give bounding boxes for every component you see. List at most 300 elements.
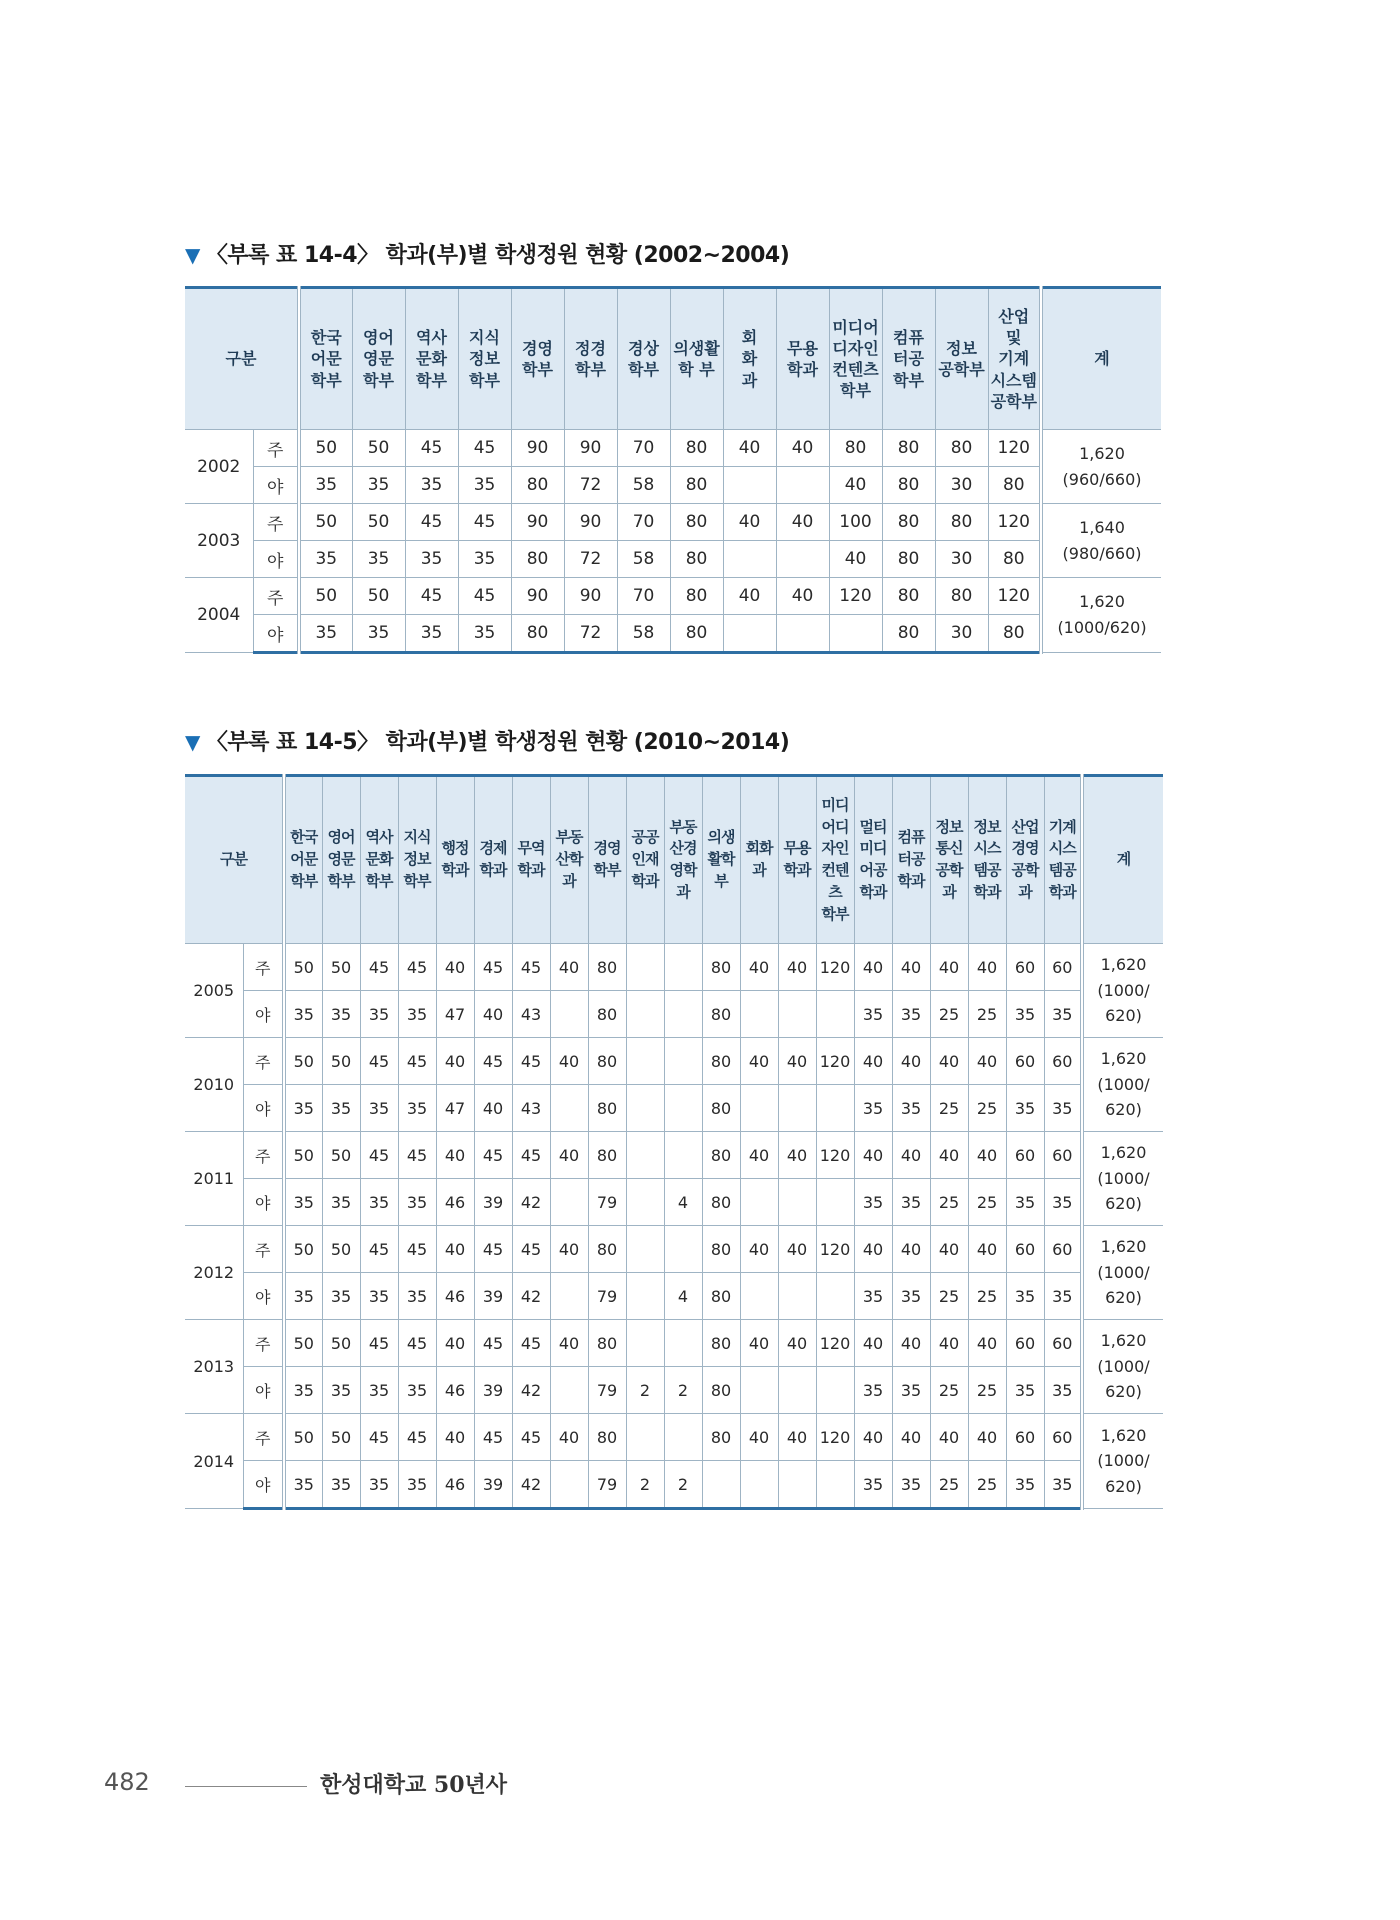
value-cell: 80 — [882, 430, 935, 467]
value-cell — [816, 991, 854, 1038]
value-cell: 40 — [854, 1132, 892, 1179]
year-cell: 2005 — [185, 944, 243, 1038]
year-cell: 2014 — [185, 1414, 243, 1509]
value-cell: 40 — [854, 944, 892, 991]
total-cell: 1,640 (980/660) — [1041, 504, 1161, 578]
value-cell: 79 — [588, 1179, 626, 1226]
value-cell: 35 — [405, 615, 458, 653]
value-cell: 120 — [816, 1038, 854, 1085]
value-cell: 50 — [322, 1132, 360, 1179]
column-header: 행정 학과 — [436, 776, 474, 944]
value-cell: 45 — [398, 1414, 436, 1461]
value-cell: 42 — [512, 1179, 550, 1226]
table-row — [185, 1461, 1163, 1509]
value-cell: 25 — [930, 1179, 968, 1226]
value-cell: 42 — [512, 1461, 550, 1509]
value-cell: 35 — [1044, 1367, 1082, 1414]
value-cell — [626, 1226, 664, 1273]
value-cell: 35 — [892, 1085, 930, 1132]
value-cell: 40 — [550, 1038, 588, 1085]
value-cell: 45 — [405, 504, 458, 541]
value-cell: 80 — [588, 1132, 626, 1179]
value-cell: 35 — [360, 1085, 398, 1132]
value-cell: 45 — [512, 1226, 550, 1273]
value-cell: 47 — [436, 1085, 474, 1132]
total-cell: 1,620 (1000/ 620) — [1082, 1132, 1163, 1226]
value-cell: 45 — [398, 1132, 436, 1179]
value-cell: 40 — [968, 1132, 1006, 1179]
shift-cell: 야 — [243, 1461, 284, 1509]
value-cell: 40 — [550, 1320, 588, 1367]
column-header: 컴퓨 터공 학부 — [882, 288, 935, 430]
shift-cell: 야 — [243, 1179, 284, 1226]
value-cell: 45 — [512, 944, 550, 991]
table-row — [185, 504, 1161, 541]
shift-cell: 주 — [243, 1320, 284, 1367]
value-cell: 35 — [360, 1179, 398, 1226]
column-header: 산업 경영 공학 과 — [1006, 776, 1044, 944]
table2-title-text: 〈부록 표 14-5〉 학과(부)별 학생정원 현황 (2010~2014) — [205, 730, 790, 755]
value-cell: 45 — [360, 944, 398, 991]
table-row — [185, 430, 1161, 467]
value-cell: 40 — [436, 1320, 474, 1367]
shift-cell: 주 — [253, 504, 299, 541]
column-header: 컴퓨 터공 학과 — [892, 776, 930, 944]
column-header: 회 화 과 — [723, 288, 776, 430]
value-cell: 40 — [968, 1038, 1006, 1085]
value-cell — [626, 1085, 664, 1132]
total-cell: 1,620 (1000/ 620) — [1082, 1038, 1163, 1132]
value-cell — [626, 991, 664, 1038]
value-cell — [626, 1132, 664, 1179]
value-cell: 72 — [564, 467, 617, 504]
value-cell: 35 — [1006, 1085, 1044, 1132]
value-cell: 40 — [723, 430, 776, 467]
value-cell: 40 — [436, 1038, 474, 1085]
column-header: 영어 영문 학부 — [322, 776, 360, 944]
value-cell: 35 — [854, 1461, 892, 1509]
value-cell — [740, 1273, 778, 1320]
value-cell: 40 — [740, 1320, 778, 1367]
value-cell: 50 — [322, 1320, 360, 1367]
value-cell: 80 — [702, 1367, 740, 1414]
value-cell: 50 — [322, 1226, 360, 1273]
column-header: 정보 통신 공학 과 — [930, 776, 968, 944]
shift-cell: 야 — [243, 1085, 284, 1132]
value-cell: 72 — [564, 541, 617, 578]
value-cell: 35 — [1044, 1273, 1082, 1320]
value-cell: 80 — [588, 991, 626, 1038]
value-cell: 46 — [436, 1273, 474, 1320]
value-cell: 80 — [670, 615, 723, 653]
value-cell — [776, 467, 829, 504]
value-cell — [776, 615, 829, 653]
value-cell: 40 — [930, 1320, 968, 1367]
value-cell: 120 — [829, 578, 882, 615]
value-cell: 40 — [740, 1226, 778, 1273]
total-cell: 1,620 (1000/ 620) — [1082, 1226, 1163, 1320]
value-cell: 80 — [670, 430, 723, 467]
column-header: 부동 산경 영학 과 — [664, 776, 702, 944]
value-cell: 30 — [935, 467, 988, 504]
table-row — [185, 1085, 1163, 1132]
value-cell: 40 — [550, 944, 588, 991]
value-cell: 45 — [512, 1038, 550, 1085]
value-cell: 35 — [360, 1273, 398, 1320]
value-cell: 43 — [512, 991, 550, 1038]
value-cell — [829, 615, 882, 653]
value-cell — [740, 1367, 778, 1414]
value-cell: 35 — [299, 541, 352, 578]
value-cell: 80 — [670, 578, 723, 615]
value-cell: 40 — [854, 1414, 892, 1461]
table-row — [185, 615, 1161, 653]
header-group-label: 구분 — [185, 288, 299, 430]
value-cell: 35 — [352, 615, 405, 653]
shift-cell: 야 — [243, 991, 284, 1038]
value-cell: 50 — [352, 578, 405, 615]
value-cell: 40 — [892, 1226, 930, 1273]
value-cell: 40 — [550, 1414, 588, 1461]
value-cell: 40 — [778, 944, 816, 991]
value-cell: 50 — [299, 430, 352, 467]
shift-cell: 야 — [253, 467, 299, 504]
value-cell: 45 — [398, 1038, 436, 1085]
value-cell: 58 — [617, 467, 670, 504]
value-cell — [723, 467, 776, 504]
value-cell: 45 — [474, 1226, 512, 1273]
column-header: 미디어 디자인 컨텐츠 학부 — [829, 288, 882, 430]
shift-cell: 주 — [243, 1414, 284, 1461]
value-cell — [550, 991, 588, 1038]
value-cell — [626, 1179, 664, 1226]
value-cell: 35 — [854, 1273, 892, 1320]
table-row — [185, 944, 1163, 991]
column-header: 영어 영문 학부 — [352, 288, 405, 430]
value-cell: 35 — [360, 1367, 398, 1414]
value-cell — [778, 991, 816, 1038]
value-cell: 35 — [398, 1273, 436, 1320]
column-header: 역사 문화 학부 — [405, 288, 458, 430]
value-cell: 35 — [1044, 991, 1082, 1038]
value-cell: 80 — [588, 1414, 626, 1461]
column-header: 공공 인재 학과 — [626, 776, 664, 944]
column-header: 정보 시스 템공 학과 — [968, 776, 1006, 944]
value-cell: 40 — [778, 1226, 816, 1273]
value-cell: 40 — [778, 1038, 816, 1085]
value-cell: 120 — [816, 1226, 854, 1273]
value-cell: 25 — [930, 1461, 968, 1509]
year-cell: 2002 — [185, 430, 253, 504]
value-cell: 80 — [670, 504, 723, 541]
column-header: 미디 어디 자인 컨텐 츠 학부 — [816, 776, 854, 944]
value-cell: 60 — [1006, 1132, 1044, 1179]
value-cell: 46 — [436, 1179, 474, 1226]
value-cell — [776, 541, 829, 578]
value-cell: 35 — [854, 1179, 892, 1226]
value-cell: 40 — [776, 430, 829, 467]
value-cell: 35 — [284, 1273, 322, 1320]
value-cell — [778, 1367, 816, 1414]
value-cell: 50 — [284, 1132, 322, 1179]
shift-cell: 주 — [243, 1038, 284, 1085]
value-cell: 80 — [670, 467, 723, 504]
value-cell: 40 — [854, 1320, 892, 1367]
value-cell: 60 — [1006, 1320, 1044, 1367]
value-cell: 80 — [588, 944, 626, 991]
value-cell: 35 — [322, 1179, 360, 1226]
value-cell: 35 — [398, 1367, 436, 1414]
value-cell: 35 — [458, 467, 511, 504]
value-cell: 45 — [360, 1414, 398, 1461]
value-cell: 45 — [398, 944, 436, 991]
value-cell: 80 — [882, 504, 935, 541]
value-cell — [550, 1085, 588, 1132]
value-cell — [702, 1461, 740, 1509]
value-cell — [664, 1226, 702, 1273]
value-cell: 80 — [882, 467, 935, 504]
value-cell — [626, 1273, 664, 1320]
value-cell: 35 — [352, 541, 405, 578]
shift-cell: 주 — [253, 578, 299, 615]
value-cell — [664, 1414, 702, 1461]
column-header: 멀티 미디 어공 학과 — [854, 776, 892, 944]
value-cell: 40 — [968, 1226, 1006, 1273]
total-cell: 1,620 (1000/ 620) — [1082, 1414, 1163, 1509]
value-cell: 72 — [564, 615, 617, 653]
value-cell: 120 — [988, 578, 1041, 615]
value-cell: 58 — [617, 541, 670, 578]
value-cell: 80 — [702, 1273, 740, 1320]
value-cell: 40 — [778, 1132, 816, 1179]
value-cell — [550, 1273, 588, 1320]
value-cell: 79 — [588, 1461, 626, 1509]
value-cell: 40 — [436, 1132, 474, 1179]
value-cell: 35 — [405, 541, 458, 578]
column-header: 무역 학과 — [512, 776, 550, 944]
value-cell: 2 — [626, 1461, 664, 1509]
table-row — [185, 1226, 1163, 1273]
value-cell: 40 — [550, 1132, 588, 1179]
value-cell: 40 — [892, 1320, 930, 1367]
column-header: 의생활 학 부 — [670, 288, 723, 430]
column-header: 부동 산학 과 — [550, 776, 588, 944]
table-row — [185, 541, 1161, 578]
value-cell: 79 — [588, 1367, 626, 1414]
value-cell: 35 — [1006, 1273, 1044, 1320]
value-cell: 50 — [322, 1038, 360, 1085]
value-cell: 35 — [1006, 1179, 1044, 1226]
value-cell: 45 — [458, 504, 511, 541]
value-cell: 35 — [892, 1367, 930, 1414]
value-cell: 40 — [778, 1414, 816, 1461]
value-cell: 50 — [352, 430, 405, 467]
footer-divider — [185, 1786, 307, 1787]
value-cell: 45 — [458, 578, 511, 615]
year-cell: 2004 — [185, 578, 253, 653]
value-cell: 40 — [930, 1414, 968, 1461]
value-cell: 46 — [436, 1461, 474, 1509]
value-cell: 40 — [776, 578, 829, 615]
value-cell: 46 — [436, 1367, 474, 1414]
value-cell: 80 — [935, 578, 988, 615]
triangle-down-icon: ▼ — [185, 730, 200, 754]
value-cell — [550, 1367, 588, 1414]
value-cell: 58 — [617, 615, 670, 653]
value-cell: 35 — [284, 1367, 322, 1414]
value-cell: 80 — [670, 541, 723, 578]
value-cell: 35 — [284, 1085, 322, 1132]
value-cell — [740, 1461, 778, 1509]
value-cell: 50 — [322, 944, 360, 991]
value-cell: 45 — [360, 1132, 398, 1179]
value-cell: 80 — [829, 430, 882, 467]
total-cell: 1,620 (960/660) — [1041, 430, 1161, 504]
column-header: 경제 학과 — [474, 776, 512, 944]
table-enrollment-2005-2014 — [185, 774, 1163, 1510]
year-cell: 2011 — [185, 1132, 243, 1226]
value-cell: 80 — [882, 615, 935, 653]
value-cell: 35 — [458, 541, 511, 578]
value-cell: 35 — [398, 1085, 436, 1132]
value-cell: 35 — [322, 1367, 360, 1414]
value-cell — [778, 1273, 816, 1320]
value-cell: 80 — [702, 991, 740, 1038]
value-cell: 80 — [935, 504, 988, 541]
value-cell — [664, 991, 702, 1038]
value-cell — [664, 1132, 702, 1179]
value-cell: 30 — [935, 615, 988, 653]
value-cell: 60 — [1006, 1038, 1044, 1085]
value-cell: 40 — [892, 944, 930, 991]
value-cell: 43 — [512, 1085, 550, 1132]
value-cell: 40 — [892, 1132, 930, 1179]
value-cell: 25 — [968, 991, 1006, 1038]
value-cell: 35 — [322, 1461, 360, 1509]
value-cell: 40 — [740, 1132, 778, 1179]
value-cell: 25 — [930, 1367, 968, 1414]
value-cell: 35 — [1006, 991, 1044, 1038]
value-cell: 50 — [284, 944, 322, 991]
value-cell: 80 — [588, 1038, 626, 1085]
value-cell: 80 — [882, 541, 935, 578]
table-row — [185, 1273, 1163, 1320]
value-cell: 35 — [892, 1179, 930, 1226]
value-cell: 35 — [398, 991, 436, 1038]
value-cell: 80 — [702, 1038, 740, 1085]
value-cell: 35 — [322, 1085, 360, 1132]
value-cell — [550, 1461, 588, 1509]
value-cell: 70 — [617, 504, 670, 541]
value-cell: 35 — [299, 615, 352, 653]
value-cell: 90 — [564, 430, 617, 467]
total-cell: 1,620 (1000/620) — [1041, 578, 1161, 653]
value-cell: 120 — [816, 1320, 854, 1367]
value-cell: 40 — [740, 944, 778, 991]
value-cell: 42 — [512, 1273, 550, 1320]
value-cell — [664, 1320, 702, 1367]
value-cell — [626, 1320, 664, 1367]
value-cell — [740, 991, 778, 1038]
value-cell: 35 — [1044, 1085, 1082, 1132]
table1-title — [185, 238, 789, 269]
value-cell: 39 — [474, 1461, 512, 1509]
value-cell: 40 — [474, 1085, 512, 1132]
column-header: 무용 학과 — [778, 776, 816, 944]
value-cell: 25 — [930, 991, 968, 1038]
table2-title — [185, 725, 789, 756]
value-cell: 120 — [816, 1132, 854, 1179]
value-cell: 90 — [564, 578, 617, 615]
column-header: 한국 어문 학부 — [284, 776, 322, 944]
value-cell: 35 — [854, 1367, 892, 1414]
value-cell: 40 — [829, 467, 882, 504]
value-cell — [816, 1367, 854, 1414]
column-header: 무용 학과 — [776, 288, 829, 430]
value-cell: 40 — [550, 1226, 588, 1273]
value-cell: 25 — [930, 1085, 968, 1132]
shift-cell: 야 — [243, 1367, 284, 1414]
value-cell: 35 — [360, 1461, 398, 1509]
value-cell: 40 — [930, 944, 968, 991]
value-cell: 60 — [1044, 1132, 1082, 1179]
value-cell: 39 — [474, 1273, 512, 1320]
year-cell: 2012 — [185, 1226, 243, 1320]
value-cell: 35 — [854, 1085, 892, 1132]
value-cell — [816, 1085, 854, 1132]
column-header: 한국 어문 학부 — [299, 288, 352, 430]
value-cell: 120 — [988, 504, 1041, 541]
value-cell: 40 — [436, 944, 474, 991]
value-cell: 50 — [284, 1320, 322, 1367]
total-header: 계 — [1041, 288, 1161, 430]
value-cell — [664, 1085, 702, 1132]
value-cell: 45 — [360, 1226, 398, 1273]
value-cell: 79 — [588, 1273, 626, 1320]
value-cell: 80 — [588, 1085, 626, 1132]
value-cell: 120 — [988, 430, 1041, 467]
value-cell — [740, 1085, 778, 1132]
value-cell: 80 — [588, 1226, 626, 1273]
year-cell: 2010 — [185, 1038, 243, 1132]
value-cell: 40 — [436, 1414, 474, 1461]
value-cell: 50 — [284, 1414, 322, 1461]
value-cell: 35 — [299, 467, 352, 504]
value-cell: 35 — [352, 467, 405, 504]
value-cell: 25 — [968, 1461, 1006, 1509]
value-cell: 35 — [284, 1179, 322, 1226]
value-cell: 70 — [617, 430, 670, 467]
shift-cell: 주 — [253, 430, 299, 467]
value-cell: 90 — [511, 504, 564, 541]
value-cell: 50 — [322, 1414, 360, 1461]
value-cell: 80 — [988, 541, 1041, 578]
value-cell: 35 — [458, 615, 511, 653]
value-cell: 90 — [511, 578, 564, 615]
value-cell: 45 — [474, 1414, 512, 1461]
value-cell: 39 — [474, 1179, 512, 1226]
column-header: 기계 시스 템공 학과 — [1044, 776, 1082, 944]
value-cell: 45 — [398, 1320, 436, 1367]
value-cell: 40 — [892, 1414, 930, 1461]
column-header: 지식 정보 학부 — [458, 288, 511, 430]
value-cell: 80 — [702, 1179, 740, 1226]
value-cell: 60 — [1044, 1226, 1082, 1273]
value-cell: 90 — [511, 430, 564, 467]
value-cell: 45 — [458, 430, 511, 467]
column-header: 정보 공학부 — [935, 288, 988, 430]
value-cell: 40 — [723, 504, 776, 541]
